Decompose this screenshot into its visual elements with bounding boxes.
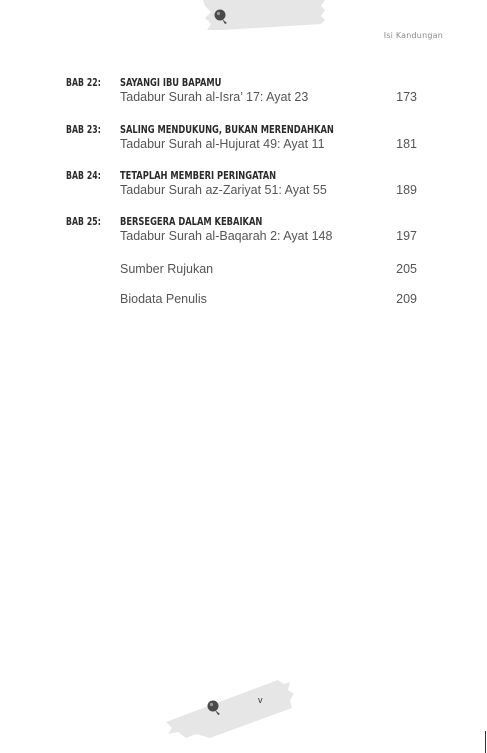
entry-label: Sumber Rujukan xyxy=(120,262,214,276)
page-number: 189 xyxy=(396,183,417,197)
page-number: 209 xyxy=(396,292,417,306)
page-number: 181 xyxy=(396,137,417,151)
page-number: 197 xyxy=(396,229,417,243)
section-header: Isi Kandungan xyxy=(383,31,443,40)
chapter-label: BAB 25: xyxy=(66,216,101,228)
page-edge-line xyxy=(485,731,486,753)
chapter-subtitle: Tadabur Surah al-Baqarah 2: Ayat 148 xyxy=(120,229,333,243)
chapter-title: TETAPLAH MEMBERI PERINGATAN xyxy=(120,170,277,182)
chapter-subtitle: Tadabur Surah al-Hujurat 49: Ayat 11 xyxy=(120,137,325,151)
tape-decoration-bottom xyxy=(166,676,294,738)
chapter-subtitle: Tadabur Surah al-Isra’ 17: Ayat 23 xyxy=(120,90,309,104)
chapter-label: BAB 22: xyxy=(66,77,101,89)
page-number: 205 xyxy=(396,262,417,276)
chapter-title: SALING MENDUKUNG, BUKAN MERENDAHKAN xyxy=(120,124,334,136)
chapter-label: BAB 23: xyxy=(66,124,101,136)
tape-decoration-top xyxy=(203,0,325,30)
page-number: 173 xyxy=(396,90,417,104)
chapter-title: BERSEGERA DALAM KEBAIKAN xyxy=(120,216,263,228)
chapter-title: SAYANGI IBU BAPAMU xyxy=(120,77,222,89)
chapter-subtitle: Tadabur Surah az-Zariyat 51: Ayat 55 xyxy=(120,183,327,197)
chapter-label: BAB 24: xyxy=(66,170,101,182)
entry-label: Biodata Penulis xyxy=(120,292,207,306)
page-folio: v xyxy=(258,695,263,705)
